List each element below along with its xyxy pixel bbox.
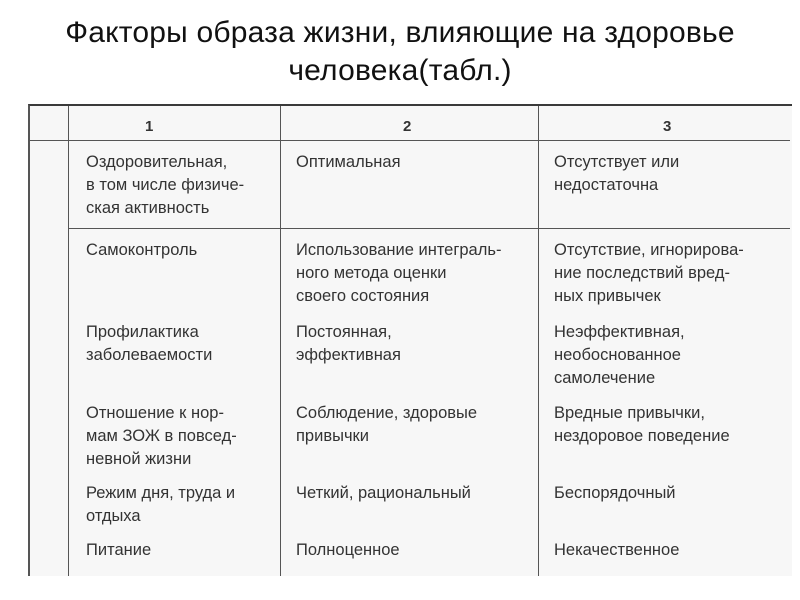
title-line-1: Факторы образа жизни, влияющие на здоровье <box>65 16 735 49</box>
lifestyle-factors-table <box>28 104 792 576</box>
slide-title <box>0 14 800 90</box>
header-divider <box>30 140 790 141</box>
table-cell: Вредные привычки, нездоровое поведение <box>554 404 730 445</box>
table-cell: Питание <box>86 541 152 559</box>
table-cell: Отсутствие, игнорирова- ние последствий вред- ных привычек <box>554 241 744 305</box>
table-cell: Неэффективная, необоснованное самолечение <box>554 323 685 387</box>
table-cell: Оптимальная <box>296 153 401 171</box>
table-cell: Постоянная, эффективная <box>296 323 401 364</box>
table-cell: Полноценное <box>296 541 400 559</box>
table-divider-left <box>68 106 69 576</box>
table-cell: Профилактика заболеваемости <box>86 323 213 364</box>
column-header-3: 3 <box>663 118 672 135</box>
title-line-2: человека(табл.) <box>288 54 512 87</box>
table-cell: Соблюдение, здоровые привычки <box>296 404 478 445</box>
table-cell: Некачественное <box>554 541 680 559</box>
table-cell: Самоконтроль <box>86 241 198 259</box>
table-cell: Использование интеграль- ного метода оценки своего состояния <box>296 241 502 305</box>
table-cell: Беспорядочный <box>554 484 676 502</box>
table-cell: Четкий, рациональный <box>296 484 471 502</box>
table-cell: Отношение к нор- мам ЗОЖ в повсед- невной жизни <box>86 404 237 468</box>
table-cell: Режим дня, труда и отдыха <box>86 484 236 525</box>
table-cell: Оздоровительная, в том числе физиче- ская активность <box>86 153 245 217</box>
row-divider-1 <box>68 228 790 229</box>
column-header-2: 2 <box>403 118 412 135</box>
table-cell: Отсутствует или недостаточна <box>554 153 680 194</box>
column-header-1: 1 <box>145 118 154 135</box>
